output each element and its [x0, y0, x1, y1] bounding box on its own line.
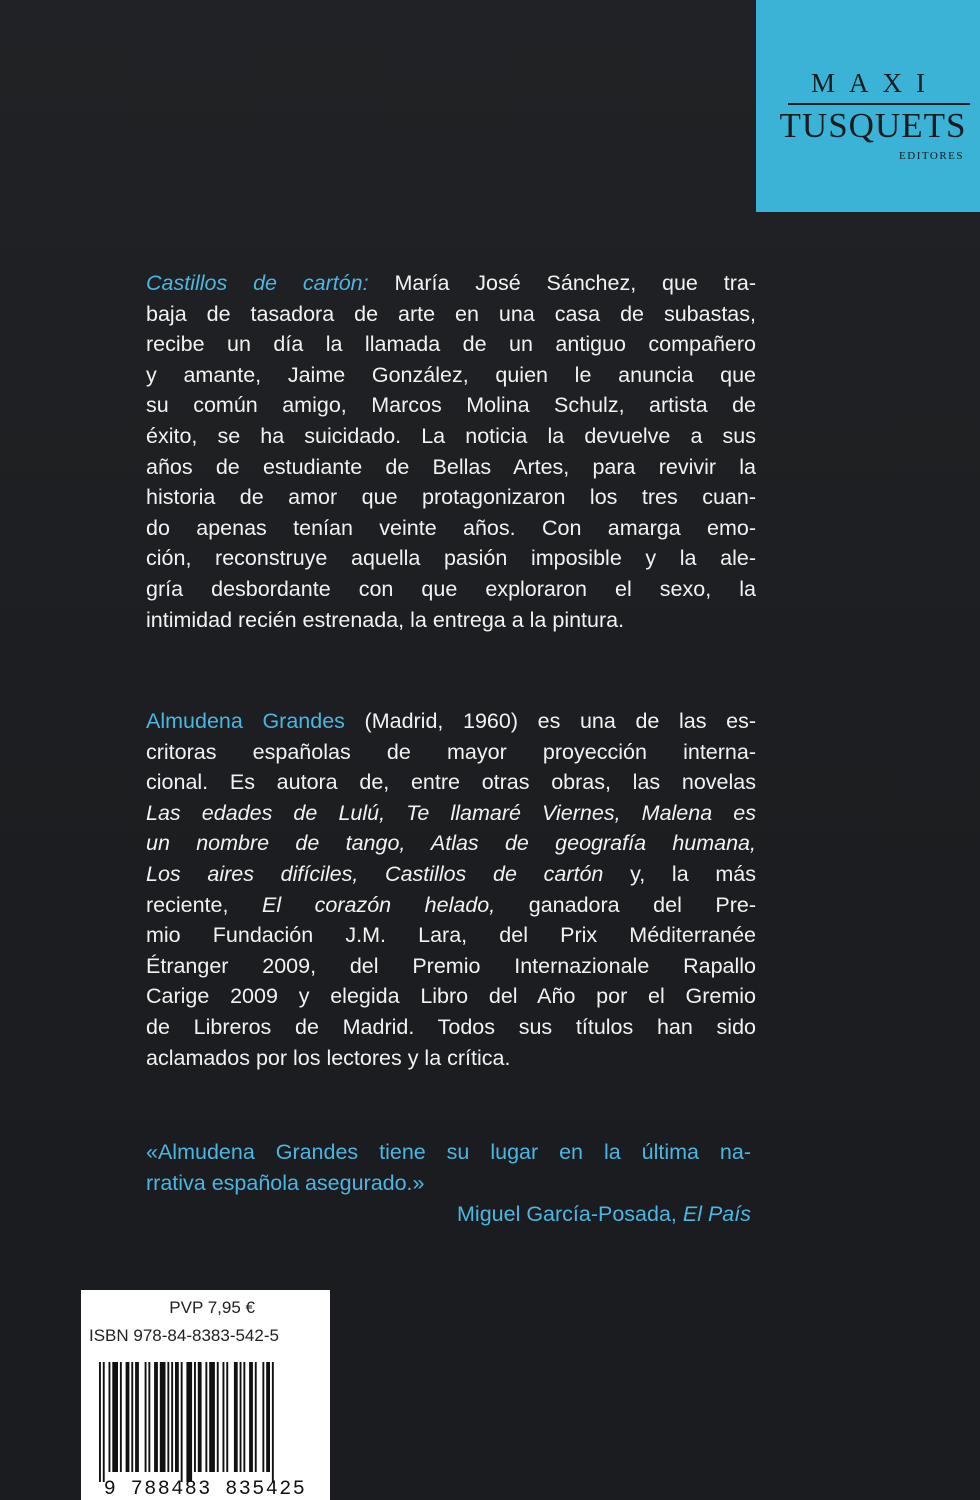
barcode-bar: [243, 1362, 245, 1472]
price-text: PVP 7,95 €: [169, 1298, 255, 1317]
barcode-bar: [135, 1362, 139, 1472]
bio-line: un nombre de tango, Atlas de geografía humana,: [146, 831, 756, 856]
logo-rule: [788, 103, 970, 105]
barcode: [81, 1356, 330, 1500]
barcode-bar: [154, 1362, 158, 1472]
barcode-digits: 9 788483 835425: [103, 1478, 307, 1500]
barcode-bar: [148, 1362, 150, 1472]
synopsis-line: su común amigo, Marcos Molina Schulz, artista de: [146, 393, 756, 418]
quote-line: «Almudena Grandes tiene su lugar en la última na-: [146, 1140, 751, 1164]
press-quote: [146, 1137, 751, 1230]
bio-line: cional. Es autora de, entre otras obras, las novelas: [146, 770, 756, 795]
barcode-bar: [209, 1362, 215, 1472]
barcode-bar: [223, 1362, 225, 1472]
barcode-bar: [262, 1362, 264, 1472]
synopsis-line: y amante, Jaime González, quien le anuncia que: [146, 362, 756, 387]
synopsis-line: do apenas tenían veinte años. Con amarga emo-: [146, 515, 756, 540]
barcode-bar: [112, 1362, 118, 1472]
bio-line: Carige 2009 y elegida Libro del Año por el Gremio: [146, 984, 756, 1009]
synopsis-line: baja de tasadora de arte en una casa de subastas,: [146, 301, 756, 326]
barcode-bar: [181, 1362, 183, 1482]
quote-source: El País: [682, 1202, 751, 1226]
bio-line: Étranger 2009, del Premio Internazionale Rapallo: [146, 953, 756, 978]
barcode-bar: [217, 1362, 219, 1472]
barcode-bar: [205, 1362, 207, 1472]
price-label: [81, 1290, 330, 1500]
synopsis-line: gría desbordante con que exploraron el sexo, la: [146, 576, 756, 601]
logo-publisher: TUSQUETS: [779, 106, 967, 145]
barcode-bar: [120, 1362, 122, 1472]
synopsis-title: Castillos de cartón:: [146, 271, 369, 295]
barcode-bar: [175, 1362, 179, 1472]
synopsis-line: recibe un día la llamada de un antiguo compañero: [146, 332, 756, 357]
bio-line: de Libreros de Madrid. Todos sus títulos han sido: [146, 1014, 756, 1039]
barcode-bar: [249, 1362, 253, 1472]
barcode-bar: [103, 1362, 105, 1482]
barcode-bar: [160, 1362, 166, 1472]
synopsis-line: historia de amor que protagonizaron los tres cuan-: [146, 485, 756, 510]
barcode-bar: [194, 1362, 196, 1472]
barcode-bar: [131, 1362, 133, 1472]
logo-series: MAXI: [811, 68, 939, 98]
bio-line: aclamados por los lectores y la crítica.: [146, 1045, 511, 1070]
barcode-bar: [240, 1362, 242, 1472]
synopsis-line: ción, reconstruye aquella pasión imposible y la ale-: [146, 546, 756, 571]
isbn-text: ISBN 978-84-8383-542-5: [89, 1326, 279, 1345]
logo-editores: EDITORES: [899, 150, 964, 162]
bio-line: mio Fundación J.M. Lara, del Prix Méditerranée: [146, 923, 756, 948]
barcode-bar: [109, 1362, 111, 1472]
author-bio-paragraph: [146, 706, 756, 1073]
barcode-bar: [145, 1362, 147, 1472]
synopsis-line-1: Castillos de cartón: María José Sánchez, que tra-: [146, 271, 756, 295]
bio-line: reciente, El corazón helado, ganadora del Pre-: [146, 892, 756, 917]
bio-line: Las edades de Lulú, Te llamaré Viernes, Malena es: [146, 800, 756, 825]
synopsis-line: éxito, se ha suicidado. La noticia la devuelve a sus: [146, 423, 756, 448]
author-name: Almudena Grandes: [146, 709, 345, 733]
barcode-bar: [186, 1362, 192, 1482]
bio-line: critoras españolas de mayor proyección interna-: [146, 739, 756, 764]
barcode-bar: [272, 1362, 274, 1482]
barcode-bar: [171, 1362, 173, 1472]
barcode-bar: [255, 1362, 257, 1472]
barcode-bar: [99, 1362, 101, 1482]
barcode-bar: [126, 1362, 130, 1472]
publisher-logo: [756, 0, 980, 212]
bio-line: Los aires difíciles, Castillos de cartón y, la más: [146, 861, 756, 886]
synopsis-line: intimidad recién estrenada, la entrega a la pintura.: [146, 607, 625, 632]
barcode-bar: [167, 1362, 169, 1472]
quote-line: rrativa española asegurado.»: [146, 1171, 425, 1195]
barcode-bar: [266, 1362, 270, 1472]
bio-line-1: Almudena Grandes (Madrid, 1960) es una de las es-: [146, 709, 756, 733]
synopsis-paragraph: [146, 268, 756, 635]
quote-attribution: Miguel García-Posada, El País: [457, 1202, 751, 1226]
barcode-bar: [234, 1362, 238, 1472]
barcode-bar: [198, 1362, 202, 1472]
barcode-bar: [226, 1362, 228, 1472]
synopsis-line: años de estudiante de Bellas Artes, para revivir la: [146, 454, 756, 479]
